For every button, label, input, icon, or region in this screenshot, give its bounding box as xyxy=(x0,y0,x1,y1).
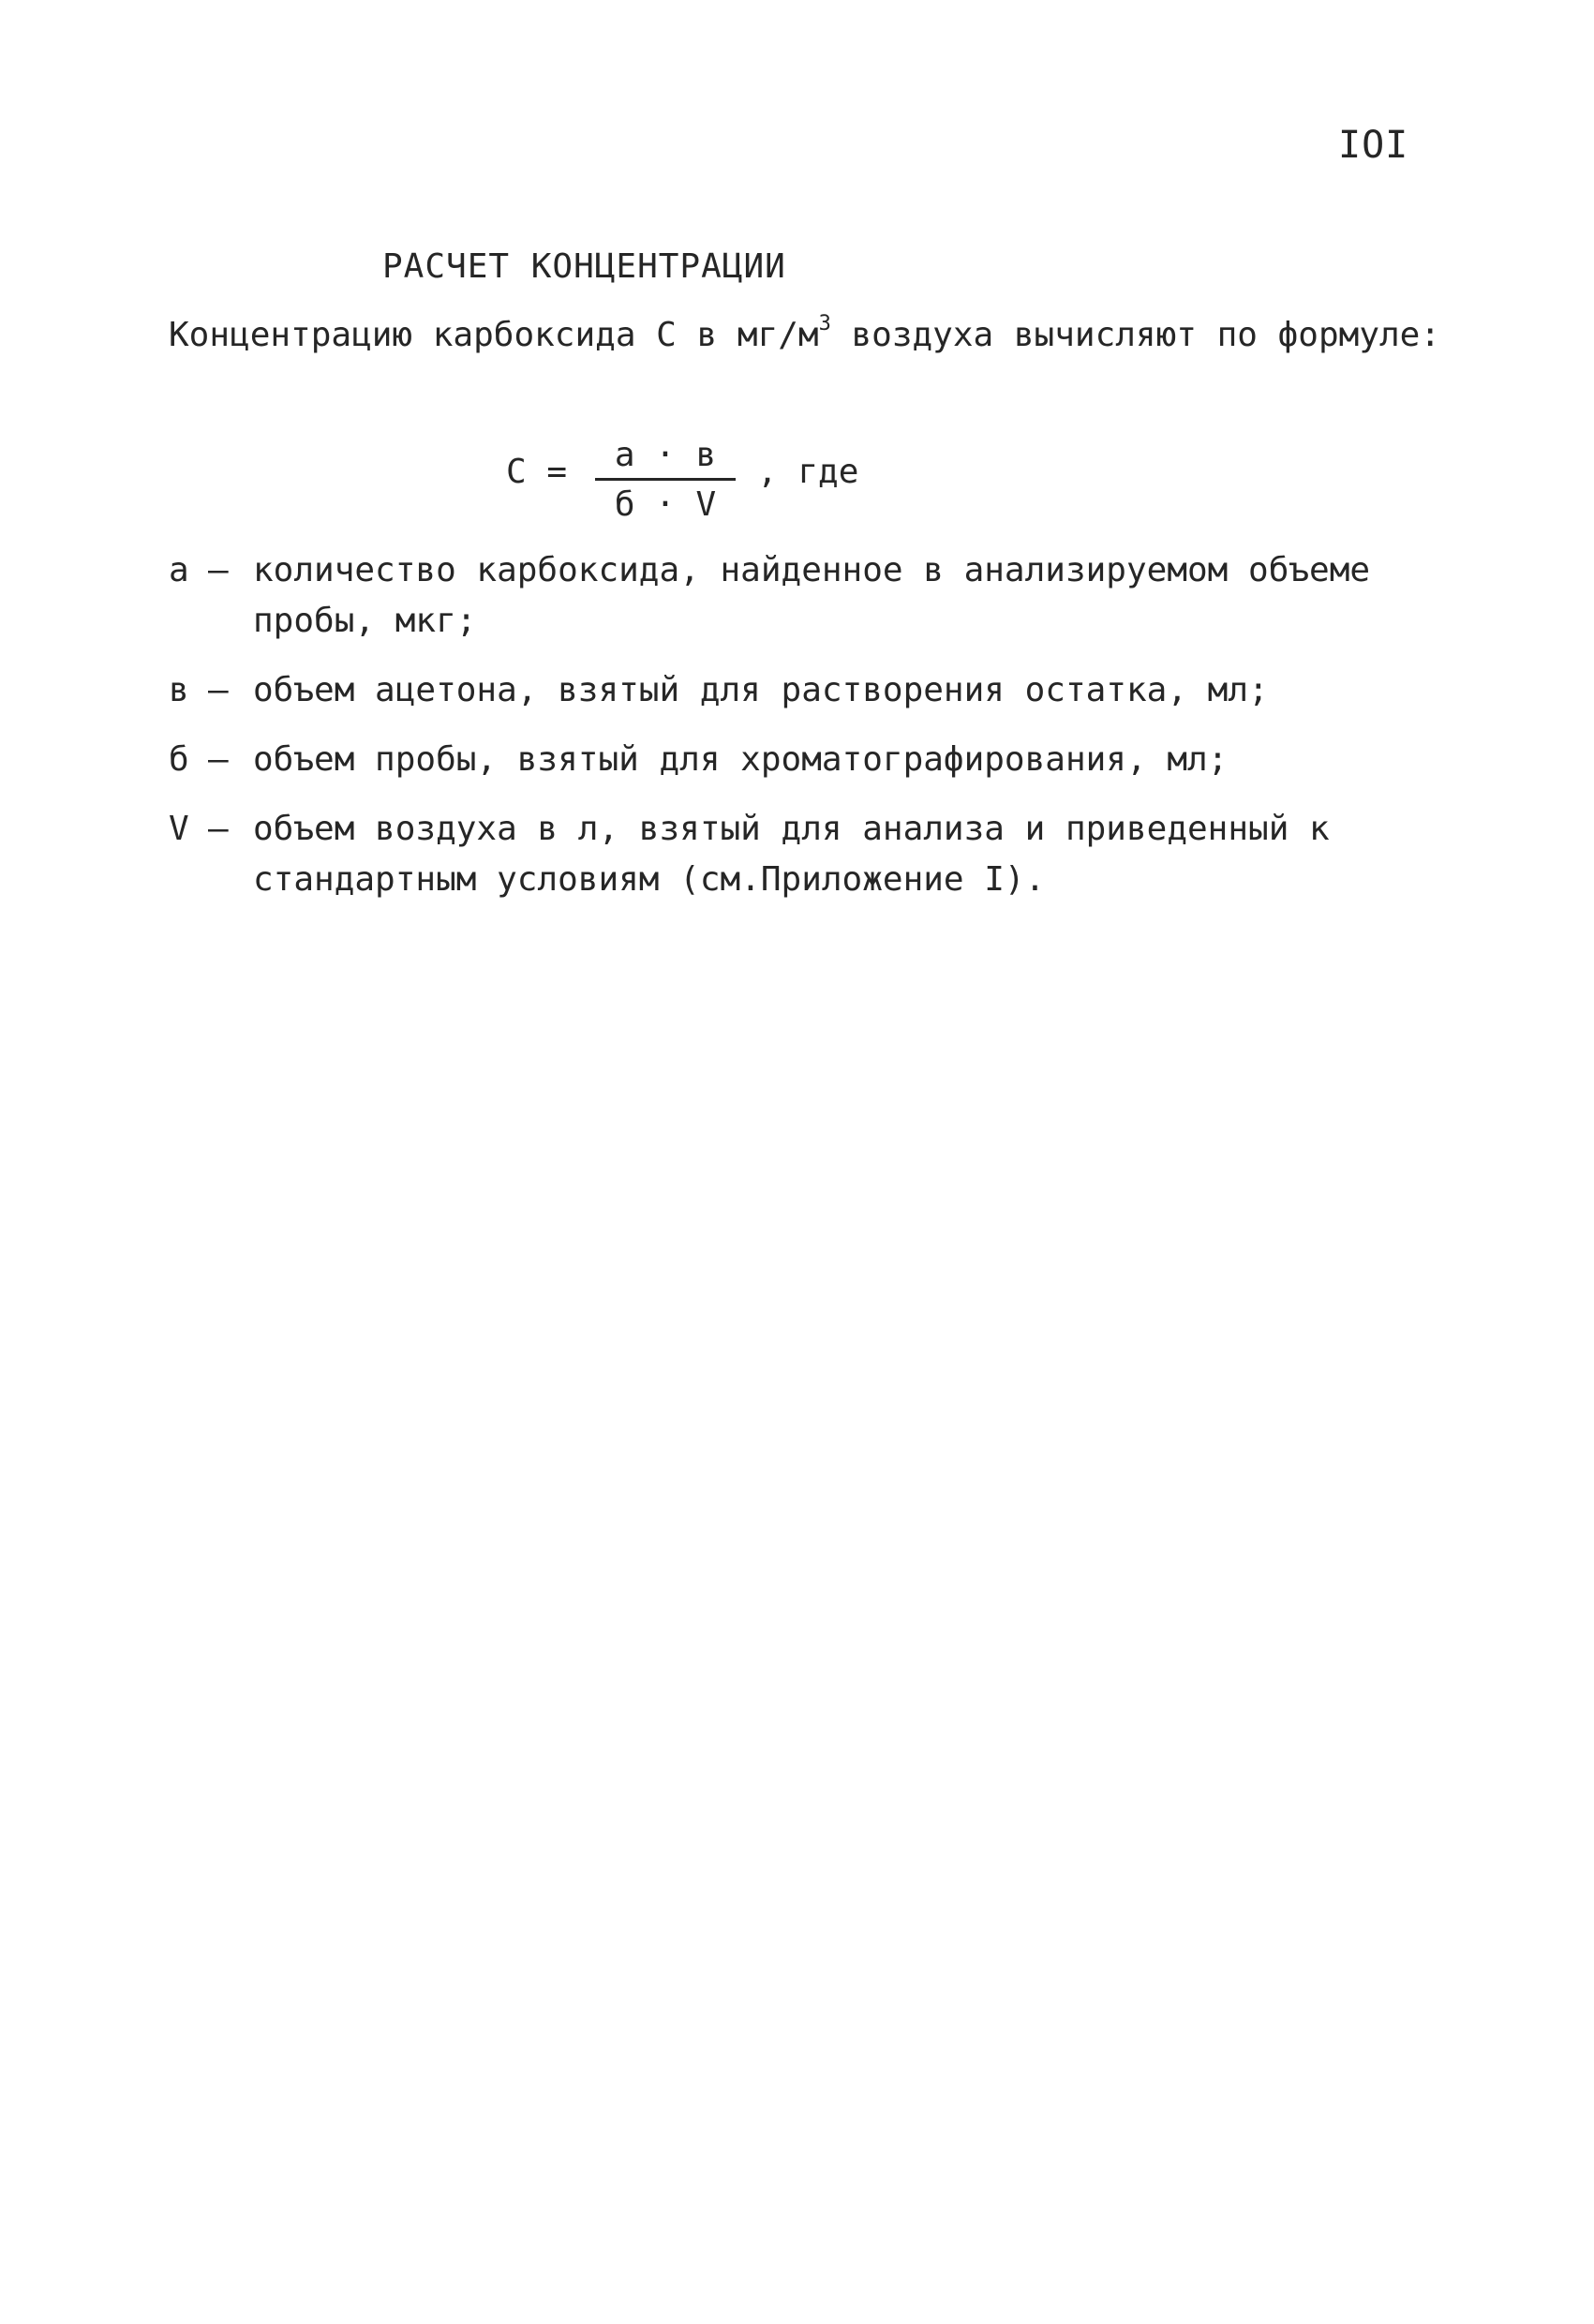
definition-text: объем ацетона, взятый для растворения остатка, мл; xyxy=(253,671,1269,709)
fraction-bar xyxy=(595,478,736,481)
intro-text: Концентрацию карбоксида С в мг/м xyxy=(169,316,819,354)
definition-item xyxy=(169,804,1406,905)
definition-symbol: а xyxy=(169,551,189,589)
formula-lhs: С = xyxy=(506,453,568,491)
section-title: РАСЧЕТ КОНЦЕНТРАЦИИ xyxy=(382,247,786,286)
unit-exponent: 3 xyxy=(818,312,831,335)
variable-definitions xyxy=(169,545,1406,924)
definition-item xyxy=(169,545,1406,647)
definition-dash: – xyxy=(208,671,229,709)
formula-denominator: б · V xyxy=(614,485,717,524)
definition-item xyxy=(169,735,1406,785)
definition-symbol: в xyxy=(169,671,189,709)
formula-numerator: а · в xyxy=(614,436,717,474)
intro-sentence xyxy=(169,312,1441,354)
definition-dash: – xyxy=(208,810,229,848)
definition-dash: – xyxy=(208,551,229,589)
definition-symbol: б xyxy=(169,740,189,779)
definition-text: количество карбоксида, найденное в анализируемом объеме пробы, мкг; xyxy=(253,551,1371,640)
page-number: IOI xyxy=(1338,124,1409,167)
formula-fraction xyxy=(595,437,736,524)
formula-where: , где xyxy=(757,453,859,491)
intro-text-end: воздуха вычисляют по формуле: xyxy=(830,316,1441,354)
definition-text: объем пробы, взятый для хроматографирования, мл; xyxy=(253,740,1229,779)
definition-item xyxy=(169,665,1406,716)
definition-text: объем воздуха в л, взятый для анализа и приведенный к стандартным условиям (см.Приложение I). xyxy=(253,810,1330,899)
definition-dash: – xyxy=(208,740,229,779)
definition-symbol: V xyxy=(169,810,189,848)
